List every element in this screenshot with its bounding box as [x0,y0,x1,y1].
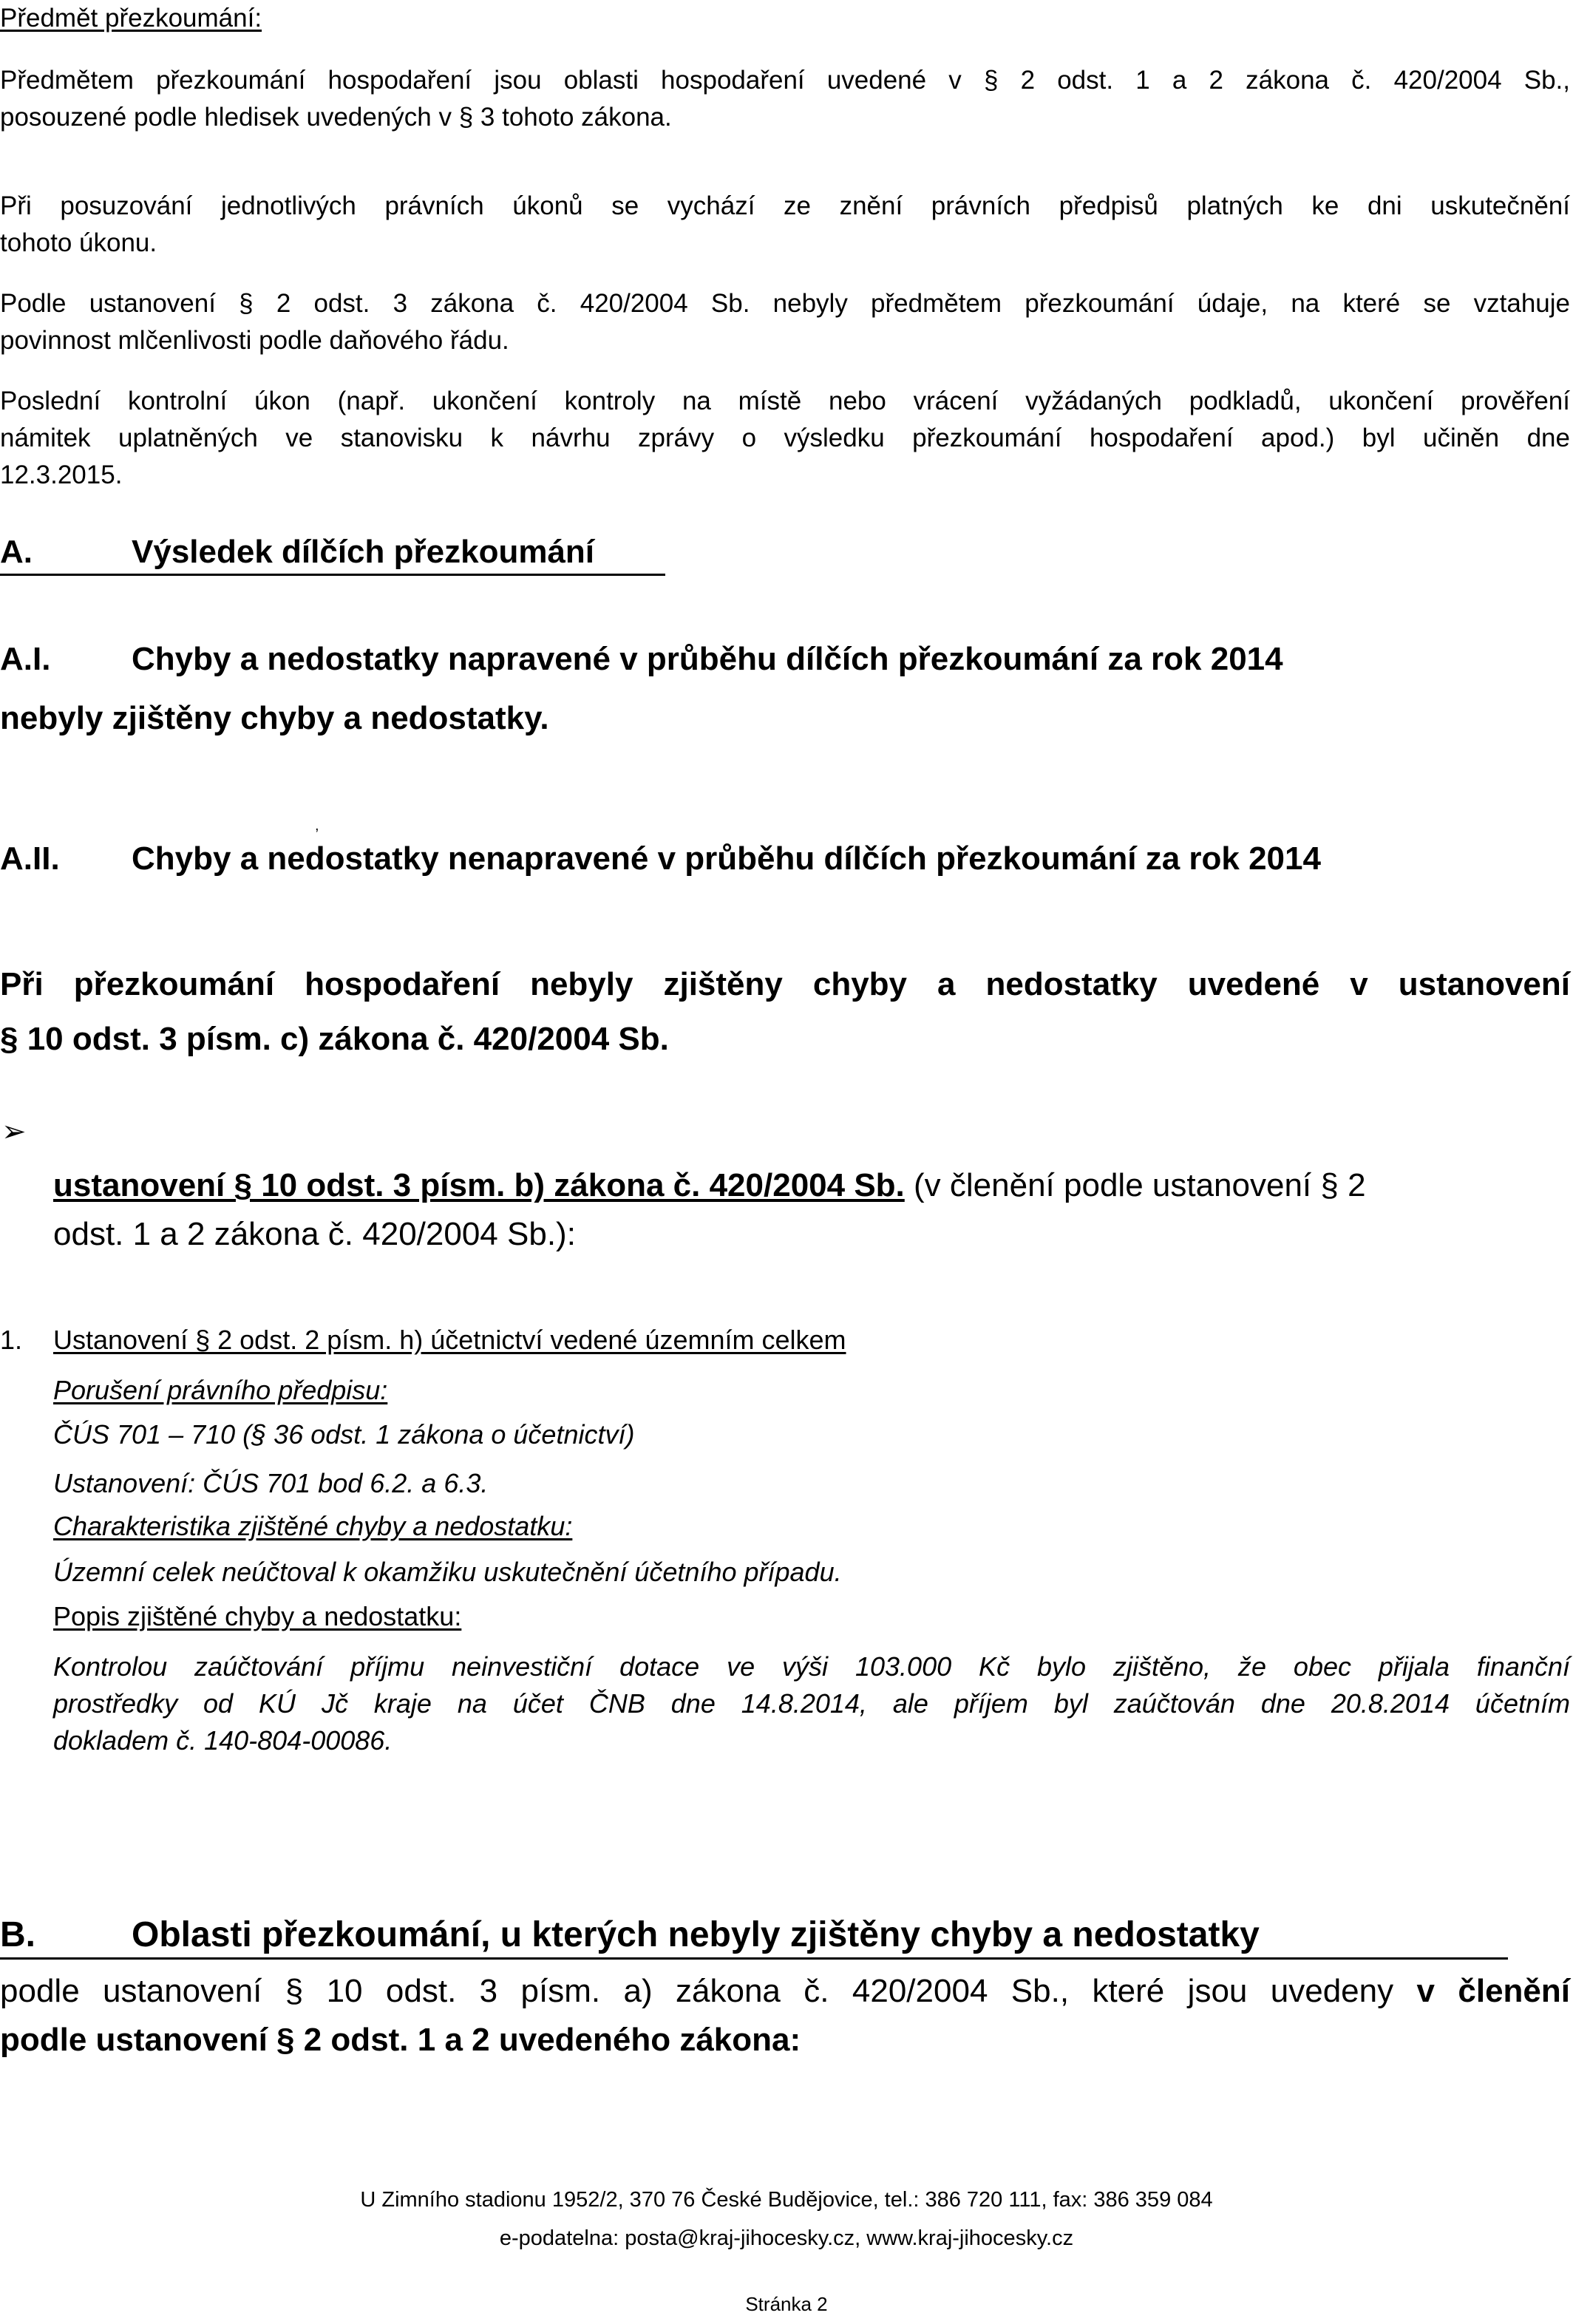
footer-contact: e-podatelna: posta@kraj-jihocesky.cz, www.kraj-jihocesky.cz [499,2226,1074,2250]
section-ai-number: A.I. [0,641,51,677]
item1-violation-label: Porušení právního předpisu: [53,1375,388,1405]
section-a-title: Výsledek dílčích přezkoumání [132,534,595,570]
section-ai-result: nebyly zjištěny chyby a nedostatky. [0,700,549,736]
section-aii-number: A.II. [0,840,60,877]
subject-heading: Předmět přezkoumání: [0,4,262,33]
subject-p2-line1: Při posuzování jednotlivých právních úkonů se vychází ze znění právních předpisů platných ke dni uskutečnění [0,191,1570,220]
stray-mark: , [315,818,319,834]
subject-p2-line2: tohoto úkonu. [0,228,157,257]
subject-p3-line1: Podle ustanovení § 2 odst. 3 zákona č. 420/2004 Sb. nebyly předmětem přezkoumání údaje, na které se vztahuje [0,289,1570,318]
finding-line1: Při přezkoumání hospodaření nebyly zjištěny chyby a nedostatky uvedené v ustanovení [0,966,1570,1002]
item1-violation: ČÚS 701 – 710 (§ 36 odst. 1 zákona o účetnictví) [53,1419,635,1450]
subject-p1-line2: posouzené podle hledisek uvedených v § 3 tohoto zákona. [0,103,672,132]
footer-page-number: Stránka 2 [745,2293,828,2315]
subject-p3-line2: povinnost mlčenlivosti podle daňového řádu. [0,326,509,355]
section-a-letter: A. [0,534,33,570]
section-ai-title: Chyby a nedostatky napravené v průběhu dílčích přezkoumání za rok 2014 [132,641,1283,677]
item1-number: 1. [0,1325,23,1355]
footer-address: U Zimního stadionu 1952/2, 370 76 České Budějovice, tel.: 386 720 111, fax: 386 359 084 [360,2188,1213,2212]
provision-line2: odst. 1 a 2 zákona č. 420/2004 Sb.): [53,1216,576,1252]
finding-line2: § 10 odst. 3 písm. c) zákona č. 420/2004 Sb. [0,1021,669,1057]
item1-description-line3: dokladem č. 140-804-00086. [53,1725,393,1756]
item1-characteristic: Územní celek neúčtoval k okamžiku uskutečnění účetního případu. [53,1557,842,1587]
item1-provision: Ustanovení: ČÚS 701 bod 6.2. a 6.3. [53,1468,489,1498]
item1-title: Ustanovení § 2 odst. 2 písm. h) účetnictví vedené územním celkem [53,1325,846,1355]
section-aii-title: Chyby a nedostatky nenapravené v průběhu dílčích přezkoumání za rok 2014 [132,840,1321,877]
subject-p4-line1: Poslední kontrolní úkon (např. ukončení kontroly na místě nebo vrácení vyžádaných podkladů, ukončení prověření [0,387,1570,415]
section-b-line1-bold: v členění [1416,1973,1570,2009]
subject-p4-line3: 12.3.2015. [0,461,123,489]
item1-description-line1: Kontrolou zaúčtování příjmu neinvestiční dotace ve výši 103.000 Kč bylo zjištěno, že obec přijala finanční [53,1651,1570,1682]
provision-reference: ustanovení § 10 odst. 3 písm. b) zákona č. 420/2004 Sb. [53,1167,905,1203]
section-b-letter: B. [0,1915,35,1954]
bullet-arrow-icon: ➢ [1,1115,27,1148]
subject-p4-line2: námitek uplatněných ve stanovisku k návrhu zprávy o výsledku přezkoumání hospodaření apod.) byl učiněn dne [0,424,1570,452]
provision-line1 [53,1163,1366,1208]
section-b-line1-normal: podle ustanovení § 10 odst. 3 písm. a) zákona č. 420/2004 Sb., které jsou uvedeny [0,1973,1394,2009]
item1-description-line2: prostředky od KÚ Jč kraje na účet ČNB dne 14.8.2014, ale příjem byl zaúčtován dne 20.8.2014 účetním [53,1688,1570,1719]
subject-p1-line1: Předmětem přezkoumání hospodaření jsou oblasti hospodaření uvedené v § 2 odst. 1 a 2 zákona č. 420/2004 Sb., [0,66,1570,95]
section-b-title: Oblasti přezkoumání, u kterých nebyly zjištěny chyby a nedostatky [132,1915,1260,1954]
provision-rest: (v členění podle ustanovení § 2 [914,1167,1366,1203]
item1-characteristic-label: Charakteristika zjištěné chyby a nedostatku: [53,1511,573,1541]
section-b-line1 [0,1969,1570,2014]
section-b-line2: podle ustanovení § 2 odst. 1 a 2 uvedeného zákona: [0,2022,801,2058]
item1-description-label: Popis zjištěné chyby a nedostatku: [53,1601,462,1631]
